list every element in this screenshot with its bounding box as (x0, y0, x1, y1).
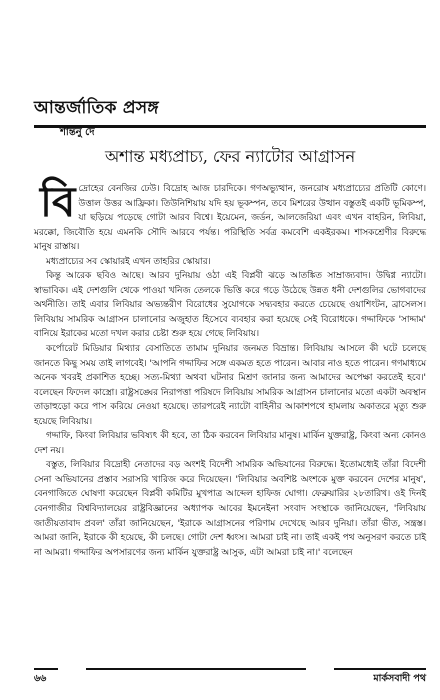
page-number: ৬৬ (34, 673, 47, 684)
paragraph-1 (34, 177, 426, 255)
footer-rule-gap (306, 666, 334, 672)
article-author: শান্তনু দে (60, 127, 95, 138)
section-header (34, 95, 426, 128)
paragraph-4: কর্পোরেট মিডিয়ার মিথ্যার বেসাতিতে তামাম দুনিয়ার জনমত বিভ্রান্ত। লিবিয়ায় আসলে কী ঘটে চলেছে জানতে কিছু সময় তাই লাগবেই। 'আপনি গদ্দাফির সঙ্গে একমত হতে পারেন। আবার নাও হতে পারেন। গণমাধ্যমে অনেক খবরই প্রকাশিত হচ্ছে। সত্য-মিথ্যা অথবা ঘটনার মিশ্রণ জানার জন্য আমাদের অপেক্ষা করতেই হবে।' বলেছেন ফিদেল কাস্ত্রো। রাষ্ট্রসঙ্ঘের নিরাপত্তা পরিষদে লিবিয়ায় সামরিক আগ্রাসন চালানোর মতো একটা অবস্থান তাড়াহুড়ো করে পাস করিয়ে নেওয়া হয়েছে। তারপরেই ন্যাটো বাহিনীর আকাশপথে হামলায় অকাতরে মৃত্যু শুরু হয়েছে লিবিয়ায়। (34, 344, 426, 427)
footer-rule-gap (58, 666, 86, 672)
section-title: আন্তর্জাতিক প্রসঙ্গ (34, 98, 160, 118)
drop-cap: বি (40, 177, 76, 226)
journal-name: মার্কসবাদী পথ (373, 673, 426, 684)
paragraph-5: গদ্দাফি, কিংবা লিবিয়ার ভবিষ্যৎ কী হবে, তা ঠিক করবেন লিবিয়ার মানুষ। মার্কিন যুক্তরাষ্ট্র, কিংবা অন্য কোনও দেশ নয়। (34, 431, 426, 456)
paragraph-2: মধ্যপ্রাচ্যের সব স্কোয়ারই এখন তাহরির স্কোয়ার। (46, 256, 211, 267)
article-body (34, 177, 426, 560)
paragraph-3: কিন্তু আরেক ছবিও আছে। আরব দুনিয়ায় ওঠা এই বিপ্লবী ঝড়ে আতঙ্কিত সাম্রাজ্যবাদ। উদ্বিগ্ন ন্যাটো। স্বাভাবিক। এই দেশগুলি থেকে পাওয়া খনিজ তেলকে ভিত্তি করে গড়ে উঠেছে উন্নত ধনী দেশগুলির ভোগবাদের অর্থনীতি। তাই এবার লিবিয়ার অভ্যন্তরীণ বিরোধের সুযোগকে সদ্ব্যবহার করতে চেয়েছে ওয়াশিংটন, ব্রাসেলস। লিবিয়ায় সামরিক আগ্রাসন চালানোর অজুহাত হিসেবে ব্যবহার করা হয়েছে সেই বিরোধকে। গদ্দাফিকে 'সাদ্দাম' বানিয়ে ইরাকের মতো দখল করার চেষ্টা শুরু হয়ে গেছে লিবিয়ায়। (34, 271, 426, 340)
paragraph-1-text: দ্রোহের বেনজির ঢেউ। বিদ্রোহ আজ চারদিকে। গণঅভ্যুত্থান, জনরোষ মধ্যপ্রাচ্যের প্রতিটি কোণে। উত্তাল উত্তর আফ্রিকা। তিউনিশিয়ায় যদি হয় ভূকম্পন, তবে মিশরের উত্থান বস্তুতই একটি ভূমিকম্প, যা ছড়িয়ে পড়েছে গোটা আরব বিশ্বে। ইয়েমেন, জর্ডন, আলজেরিয়া এবং এখন বাহরিন, লিবিয়া, মরক্কো, জিবৌতি হয়ে এমনকি সৌদি আরবে পর্যন্ত। পরিস্থিতি সর্বত্র কমবেশি একইরকম। শাসকশ্রেণীর বিরুদ্ধে মানুষ রাস্তায়। (34, 184, 426, 253)
page-footer (34, 668, 426, 685)
paragraph-6: বস্তুত, লিবিয়ার বিদ্রোহী নেতাদের বড় অংশই বিদেশী সামরিক অভিযানের বিরুদ্ধে। ইতোমধ্যেই তাঁরা বিদেশী সেনা অভিযানের প্রস্তাব সরাসরি খারিজ করে দিয়েছেন। 'লিবিয়ার অবশিষ্ট অংশকে মুক্ত করবেন দেশের মানুষ', বেনগাজিতে ঘোষণা করেছেন বিপ্লবী কমিটির মুখপাত্র আব্দেল হাফিজ ঘোগা। ফেব্রুয়ারির ২৮তারিখ। ওই দিনই বেনগাজীর বিশ্ববিদ্যালয়ের রাষ্ট্রবিজ্ঞানের অধ্যাপক আবের ইমনেইনা সংবাদ সংস্থাকে জানিয়েছেন, 'লিবিয়ায় জাতীয়তাবাদ প্রবল' তাঁরা জানিয়েছেন, 'ইরাকে আগ্রাসনের পরিণাম দেখেছে আরব দুনিয়া। তাঁরা ভীত, সন্ত্রস্ত। আমরা জানি, ইরাকে কী হয়েছে, কী চলছে। গোটা দেশ ধ্বংস। আমরা চাই না। তাই একই পথ অনুসরণ করতে চাই না আমরা। গদ্দাফির অপসারণের জন্য মার্কিন যুক্তরাষ্ট্র আসুক, এটা আমরা চাই না।' বলেছেন (34, 460, 426, 558)
article-headline: অশান্ত মধ্যপ্রাচ্য, ফের ন্যাটোর আগ্রাসন (104, 147, 356, 166)
